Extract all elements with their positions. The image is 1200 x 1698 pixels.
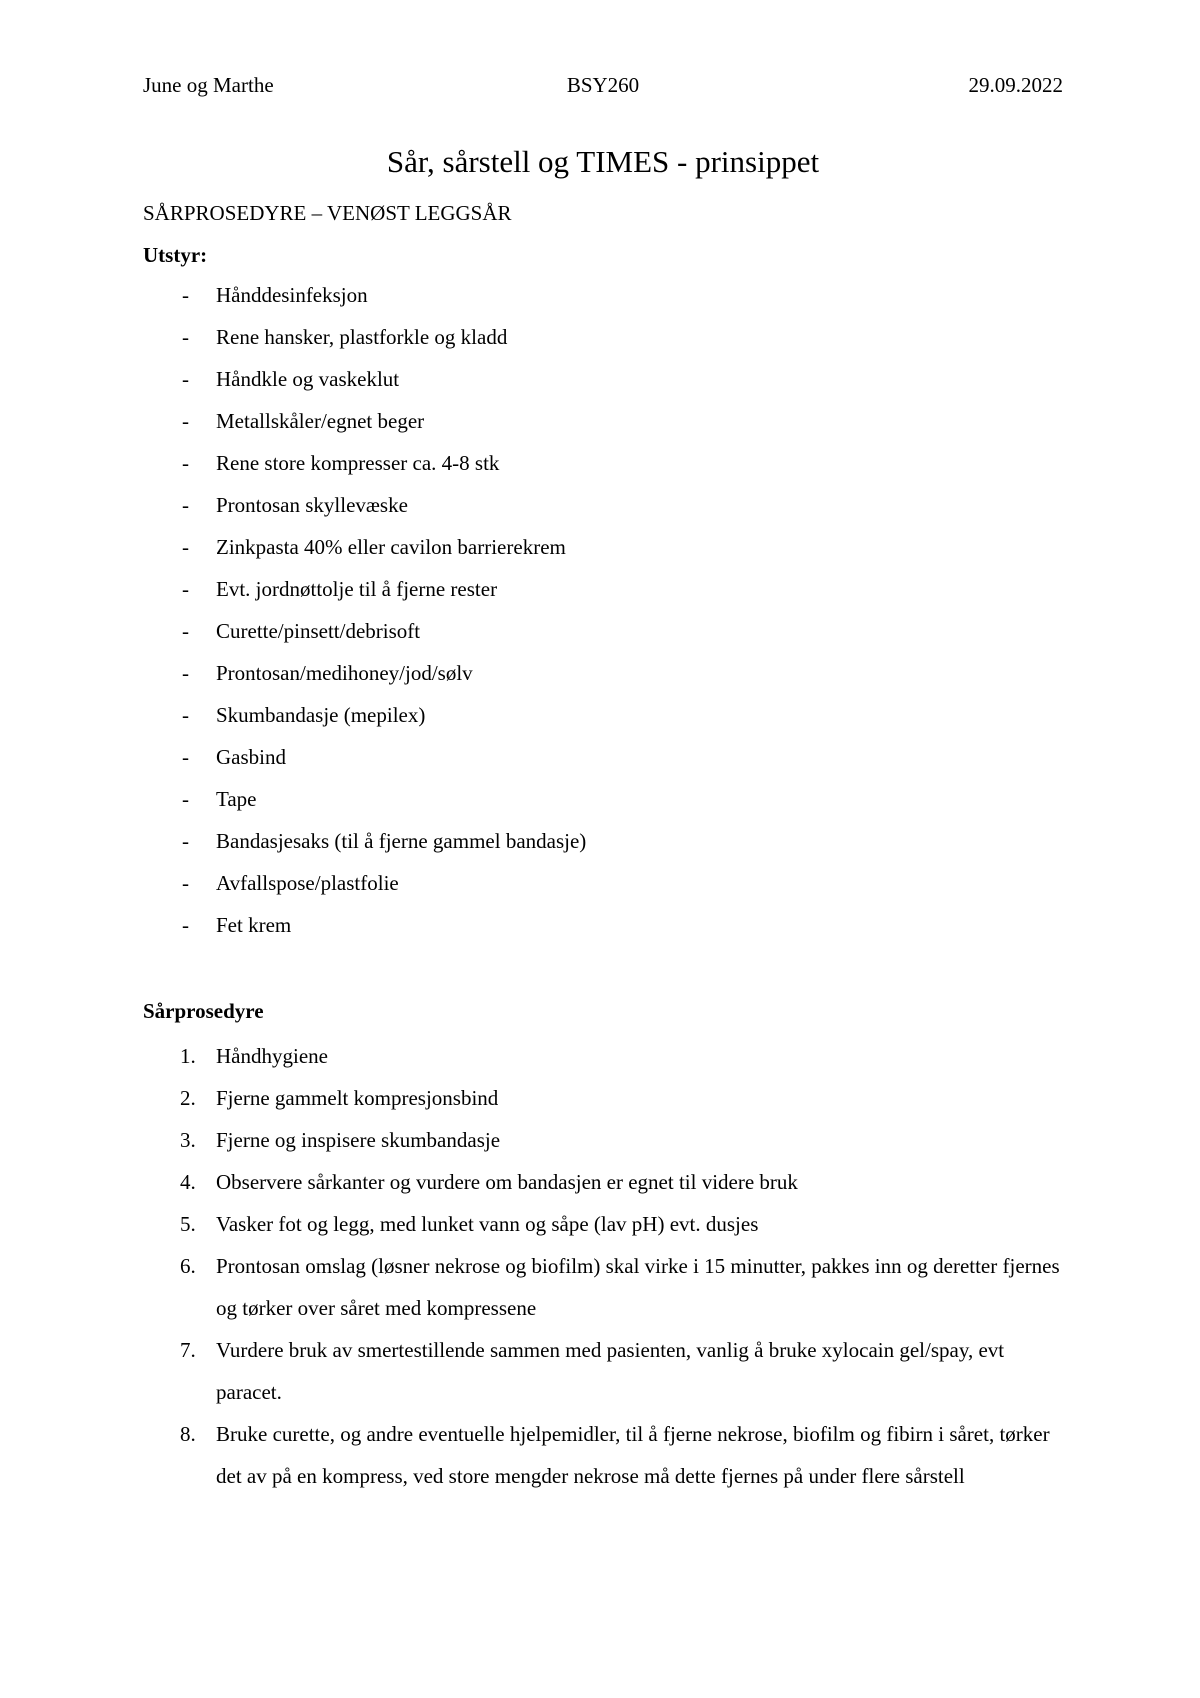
step-number: 5. [180, 1212, 196, 1236]
equipment-item-text: Tape [216, 787, 257, 811]
equipment-item-text: Håndkle og vaskeklut [216, 367, 400, 391]
page-header [143, 70, 1063, 100]
step-text: Vurdere bruk av smertestillende sammen med pasienten, vanlig å bruke xylocain gel/spay, evt paracet. [216, 1338, 1005, 1404]
equipment-item-text: Fet krem [216, 913, 292, 937]
equipment-list [143, 280, 1063, 952]
list-bullet: - [182, 283, 189, 307]
list-bullet: - [182, 577, 189, 601]
step-number: 8. [180, 1422, 196, 1446]
equipment-heading: Utstyr: [143, 243, 208, 267]
procedure-step [143, 1077, 1063, 1119]
equipment-item [143, 364, 1063, 406]
equipment-item [143, 868, 1063, 910]
step-number: 7. [180, 1338, 196, 1362]
header-date: 29.09.2022 [968, 73, 1063, 97]
list-bullet: - [182, 535, 189, 559]
equipment-item [143, 826, 1063, 868]
procedure-steps-list [143, 1035, 1063, 1497]
procedure-step [143, 1329, 1063, 1413]
equipment-item-text: Avfallspose/plastfolie [216, 871, 399, 895]
procedure-heading: Sårprosedyre [143, 999, 264, 1023]
equipment-item-text: Zinkpasta 40% eller cavilon barrierekrem [216, 535, 566, 559]
procedure-step [143, 1245, 1063, 1329]
step-text: Bruke curette, og andre eventuelle hjelpemidler, til å fjerne nekrose, biofilm og fibirn i såret, tørker det av på en kompress, ved store mengder nekrose må dette fjernes på under flere sårstell [216, 1422, 1050, 1488]
step-text: Fjerne og inspisere skumbandasje [216, 1128, 501, 1152]
procedure-step [143, 1119, 1063, 1161]
step-number: 1. [180, 1044, 196, 1068]
document-title: Sår, sårstell og TIMES - prinsippet [386, 144, 820, 179]
equipment-item-text: Metallskåler/egnet beger [216, 409, 425, 433]
equipment-item-text: Rene hansker, plastforkle og kladd [216, 325, 508, 349]
step-text: Fjerne gammelt kompresjonsbind [216, 1086, 499, 1110]
list-bullet: - [182, 913, 189, 937]
list-bullet: - [182, 619, 189, 643]
step-text: Observere sårkanter og vurdere om bandasjen er egnet til videre bruk [216, 1170, 798, 1194]
equipment-item-text: Hånddesinfeksjon [216, 283, 368, 307]
equipment-item-text: Rene store kompresser ca. 4-8 stk [216, 451, 500, 475]
step-number: 3. [180, 1128, 196, 1152]
equipment-item [143, 658, 1063, 700]
procedure-step [143, 1203, 1063, 1245]
list-bullet: - [182, 703, 189, 727]
header-course-code: BSY260 [566, 73, 640, 97]
equipment-item-text: Prontosan/medihoney/jod/sølv [216, 661, 473, 685]
procedure-step [143, 1161, 1063, 1203]
equipment-item [143, 406, 1063, 448]
list-bullet: - [182, 367, 189, 391]
list-bullet: - [182, 787, 189, 811]
equipment-item [143, 532, 1063, 574]
list-bullet: - [182, 493, 189, 517]
equipment-item-text: Curette/pinsett/debrisoft [216, 619, 421, 643]
step-text: Prontosan omslag (løsner nekrose og biofilm) skal virke i 15 minutter, pakkes inn og deretter fjernes og tørker over såret med kompressene [216, 1254, 1060, 1320]
equipment-item [143, 322, 1063, 364]
list-bullet: - [182, 451, 189, 475]
list-bullet: - [182, 745, 189, 769]
procedure-step [143, 1035, 1063, 1077]
equipment-item [143, 448, 1063, 490]
list-bullet: - [182, 409, 189, 433]
step-text: Håndhygiene [216, 1044, 328, 1068]
step-number: 4. [180, 1170, 196, 1194]
document-subtitle: SÅRPROSEDYRE – VENØST LEGGSÅR [143, 201, 512, 225]
equipment-item [143, 574, 1063, 616]
equipment-item [143, 700, 1063, 742]
equipment-item [143, 490, 1063, 532]
equipment-item [143, 784, 1063, 826]
equipment-item-text: Skumbandasje (mepilex) [216, 703, 426, 727]
equipment-item [143, 280, 1063, 322]
list-bullet: - [182, 661, 189, 685]
step-number: 6. [180, 1254, 196, 1278]
equipment-item-text: Evt. jordnøttolje til å fjerne rester [216, 577, 498, 601]
equipment-item-text: Bandasjesaks (til å fjerne gammel bandasje) [216, 829, 587, 853]
equipment-item-text: Prontosan skyllevæske [216, 493, 408, 517]
list-bullet: - [182, 829, 189, 853]
list-bullet: - [182, 325, 189, 349]
equipment-item [143, 910, 1063, 952]
step-text: Vasker fot og legg, med lunket vann og såpe (lav pH) evt. dusjes [216, 1212, 759, 1236]
list-bullet: - [182, 871, 189, 895]
equipment-item [143, 742, 1063, 784]
equipment-item-text: Gasbind [216, 745, 286, 769]
header-authors: June og Marthe [143, 73, 274, 97]
equipment-item [143, 616, 1063, 658]
procedure-step [143, 1413, 1063, 1497]
step-number: 2. [180, 1086, 196, 1110]
